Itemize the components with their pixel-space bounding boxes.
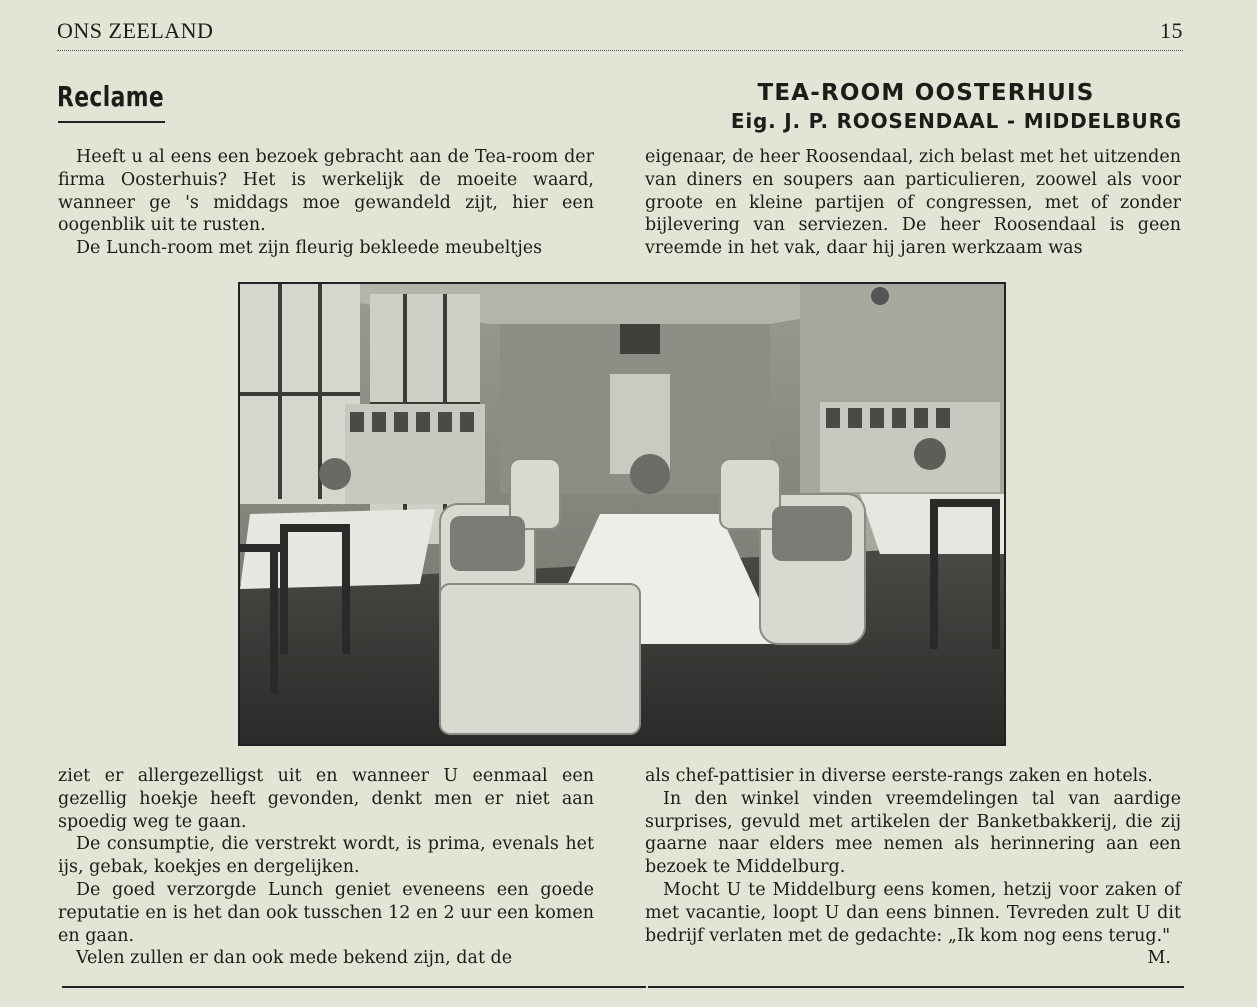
- column-left-bottom: [58, 765, 594, 970]
- paragraph: eigenaar, de heer Roosendaal, zich belast met het uitzenden van diners en soupers aan particulieren, zoowel als voor groote en kleine partijen of congressen, met of zonder bijlevering van serviezen. De heer Roosendaal is geen vreemde in het vak, daar hij jaren werkzaam was: [645, 147, 1181, 259]
- paragraph: Mocht U te Middelburg eens komen, hetzij voor zaken of met vacantie, loopt U dan eens binnen. Tevreden zult U dit bedrijf verlaten met de gedachte: „Ik kom nog eens terug.": [645, 879, 1181, 946]
- paragraph: De consumptie, die verstrekt wordt, is prima, evenals het ijs, gebak, koekjes en dergelijken.: [58, 834, 594, 878]
- ad-title: TEA-ROOM OOSTERHUIS: [757, 80, 1095, 106]
- running-head: [57, 18, 1183, 44]
- interior-photo-illustration: [240, 284, 1004, 744]
- column-right-bottom: [645, 765, 1181, 970]
- page-number: 15: [1160, 18, 1183, 43]
- column-left-top: [58, 146, 594, 260]
- footer-rule-left: [62, 986, 646, 988]
- paragraph: De Lunch-room met zijn fleurig bekleede meubeltjes: [76, 238, 543, 259]
- ad-subtitle: Eig. J. P. ROOSENDAAL - MIDDELBURG: [730, 109, 1182, 133]
- header-dotted-rule: [57, 50, 1183, 51]
- paragraph: als chef-pattisier in diverse eerste-rangs zaken en hotels.: [645, 766, 1153, 786]
- section-title: Reclame: [57, 80, 165, 113]
- paragraph: Velen zullen er dan ook mede bekend zijn, dat de: [76, 948, 513, 969]
- paragraph: ziet er allergezelligst uit en wanneer U eenmaal een gezellig hoekje heeft gevonden, denkt men er niet aan spoedig weg te gaan.: [58, 766, 594, 832]
- magazine-name: ONS ZEELAND: [57, 18, 214, 43]
- ad-title-block: [630, 78, 1182, 134]
- paragraph: In den winkel vinden vreemdelingen tal van aardige surprises, gevuld met artikelen der Banketbakkerij, die zij gaarne naar elders mee nemen als herinnering aan een bezoek te Middelburg.: [645, 788, 1181, 878]
- section-title-underline: [58, 121, 165, 123]
- paragraph: De goed verzorgde Lunch geniet eveneens een goede reputatie en is het dan ook tusschen 12 en 2 uur een komen en gaan.: [58, 879, 594, 946]
- footer-rule-right: [648, 986, 1184, 988]
- tea-room-interior-photo: [238, 282, 1006, 746]
- paragraph: Heeft u al eens een bezoek gebracht aan de Tea-room der firma Oosterhuis? Het is werkelijk de moeite waard, wanneer ge 's middags moe gewandeld zijt, hier een oogenblik uit te rusten.: [58, 147, 594, 236]
- signature: M.: [1147, 948, 1171, 969]
- column-right-top: [645, 146, 1181, 260]
